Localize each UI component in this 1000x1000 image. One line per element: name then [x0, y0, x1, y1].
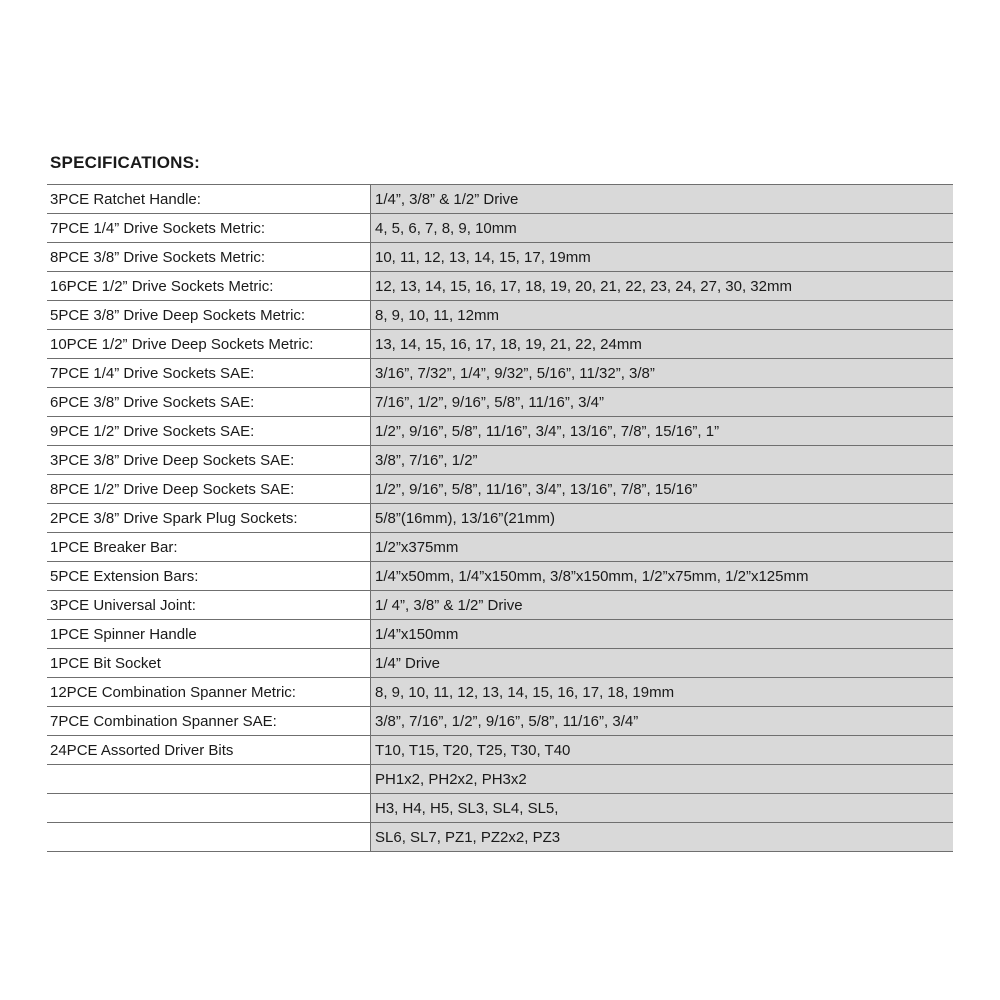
table-row — [47, 243, 953, 272]
spec-item: 7PCE 1/4” Drive Sockets Metric: — [47, 214, 371, 243]
table-row — [47, 533, 953, 562]
spec-value: 1/4” Drive — [371, 649, 954, 678]
spec-item: 5PCE 3/8” Drive Deep Sockets Metric: — [47, 301, 371, 330]
table-row — [47, 504, 953, 533]
spec-item: 10PCE 1/2” Drive Deep Sockets Metric: — [47, 330, 371, 359]
table-row — [47, 446, 953, 475]
spec-value: 1/2”, 9/16”, 5/8”, 11/16”, 3/4”, 13/16”, 7/8”, 15/16” — [371, 475, 954, 504]
table-row — [47, 707, 953, 736]
spec-value: 8, 9, 10, 11, 12, 13, 14, 15, 16, 17, 18, 19mm — [371, 678, 954, 707]
table-row — [47, 359, 953, 388]
spec-item: 3PCE Universal Joint: — [47, 591, 371, 620]
spec-value: 1/4”x150mm — [371, 620, 954, 649]
table-row — [47, 620, 953, 649]
spec-value: 1/2”, 9/16”, 5/8”, 11/16”, 3/4”, 13/16”, 7/8”, 15/16”, 1” — [371, 417, 954, 446]
spec-value: 12, 13, 14, 15, 16, 17, 18, 19, 20, 21, 22, 23, 24, 27, 30, 32mm — [371, 272, 954, 301]
spec-item — [47, 765, 371, 794]
table-row — [47, 301, 953, 330]
spec-item: 16PCE 1/2” Drive Sockets Metric: — [47, 272, 371, 301]
table-row — [47, 388, 953, 417]
table-row — [47, 272, 953, 301]
spec-value: 3/8”, 7/16”, 1/2” — [371, 446, 954, 475]
table-row — [47, 475, 953, 504]
spec-value: H3, H4, H5, SL3, SL4, SL5, — [371, 794, 954, 823]
table-row — [47, 591, 953, 620]
spec-value: 1/4”x50mm, 1/4”x150mm, 3/8”x150mm, 1/2”x75mm, 1/2”x125mm — [371, 562, 954, 591]
spec-item — [47, 794, 371, 823]
table-row — [47, 765, 953, 794]
table-row — [47, 562, 953, 591]
table-row — [47, 794, 953, 823]
spec-value: SL6, SL7, PZ1, PZ2x2, PZ3 — [371, 823, 954, 852]
spec-item: 9PCE 1/2” Drive Sockets SAE: — [47, 417, 371, 446]
spec-item: 24PCE Assorted Driver Bits — [47, 736, 371, 765]
spec-value: T10, T15, T20, T25, T30, T40 — [371, 736, 954, 765]
table-row — [47, 185, 953, 214]
spec-value: 7/16”, 1/2”, 9/16”, 5/8”, 11/16”, 3/4” — [371, 388, 954, 417]
specifications-heading: SPECIFICATIONS: — [50, 153, 201, 172]
spec-item: 2PCE 3/8” Drive Spark Plug Sockets: — [47, 504, 371, 533]
spec-item: 7PCE 1/4” Drive Sockets SAE: — [47, 359, 371, 388]
spec-item: 1PCE Bit Socket — [47, 649, 371, 678]
table-row — [47, 417, 953, 446]
spec-item: 6PCE 3/8” Drive Sockets SAE: — [47, 388, 371, 417]
spec-value: 1/ 4”, 3/8” & 1/2” Drive — [371, 591, 954, 620]
spec-item — [47, 823, 371, 852]
specifications-table — [47, 184, 953, 852]
spec-value: 1/2”x375mm — [371, 533, 954, 562]
spec-item: 3PCE Ratchet Handle: — [47, 185, 371, 214]
spec-value: 3/16”, 7/32”, 1/4”, 9/32”, 5/16”, 11/32”, 3/8” — [371, 359, 954, 388]
spec-item: 5PCE Extension Bars: — [47, 562, 371, 591]
spec-item: 3PCE 3/8” Drive Deep Sockets SAE: — [47, 446, 371, 475]
spec-item: 12PCE Combination Spanner Metric: — [47, 678, 371, 707]
table-row — [47, 678, 953, 707]
spec-item: 8PCE 1/2” Drive Deep Sockets SAE: — [47, 475, 371, 504]
spec-value: 4, 5, 6, 7, 8, 9, 10mm — [371, 214, 954, 243]
spec-value: 10, 11, 12, 13, 14, 15, 17, 19mm — [371, 243, 954, 272]
spec-value: 1/4”, 3/8” & 1/2” Drive — [371, 185, 954, 214]
spec-item: 8PCE 3/8” Drive Sockets Metric: — [47, 243, 371, 272]
spec-value: 13, 14, 15, 16, 17, 18, 19, 21, 22, 24mm — [371, 330, 954, 359]
table-row — [47, 823, 953, 852]
table-row — [47, 330, 953, 359]
table-row — [47, 736, 953, 765]
spec-value: PH1x2, PH2x2, PH3x2 — [371, 765, 954, 794]
spec-item: 7PCE Combination Spanner SAE: — [47, 707, 371, 736]
table-row — [47, 214, 953, 243]
spec-item: 1PCE Spinner Handle — [47, 620, 371, 649]
table-row — [47, 649, 953, 678]
spec-value: 3/8”, 7/16”, 1/2”, 9/16”, 5/8”, 11/16”, 3/4” — [371, 707, 954, 736]
spec-value: 5/8”(16mm), 13/16”(21mm) — [371, 504, 954, 533]
spec-value: 8, 9, 10, 11, 12mm — [371, 301, 954, 330]
spec-item: 1PCE Breaker Bar: — [47, 533, 371, 562]
